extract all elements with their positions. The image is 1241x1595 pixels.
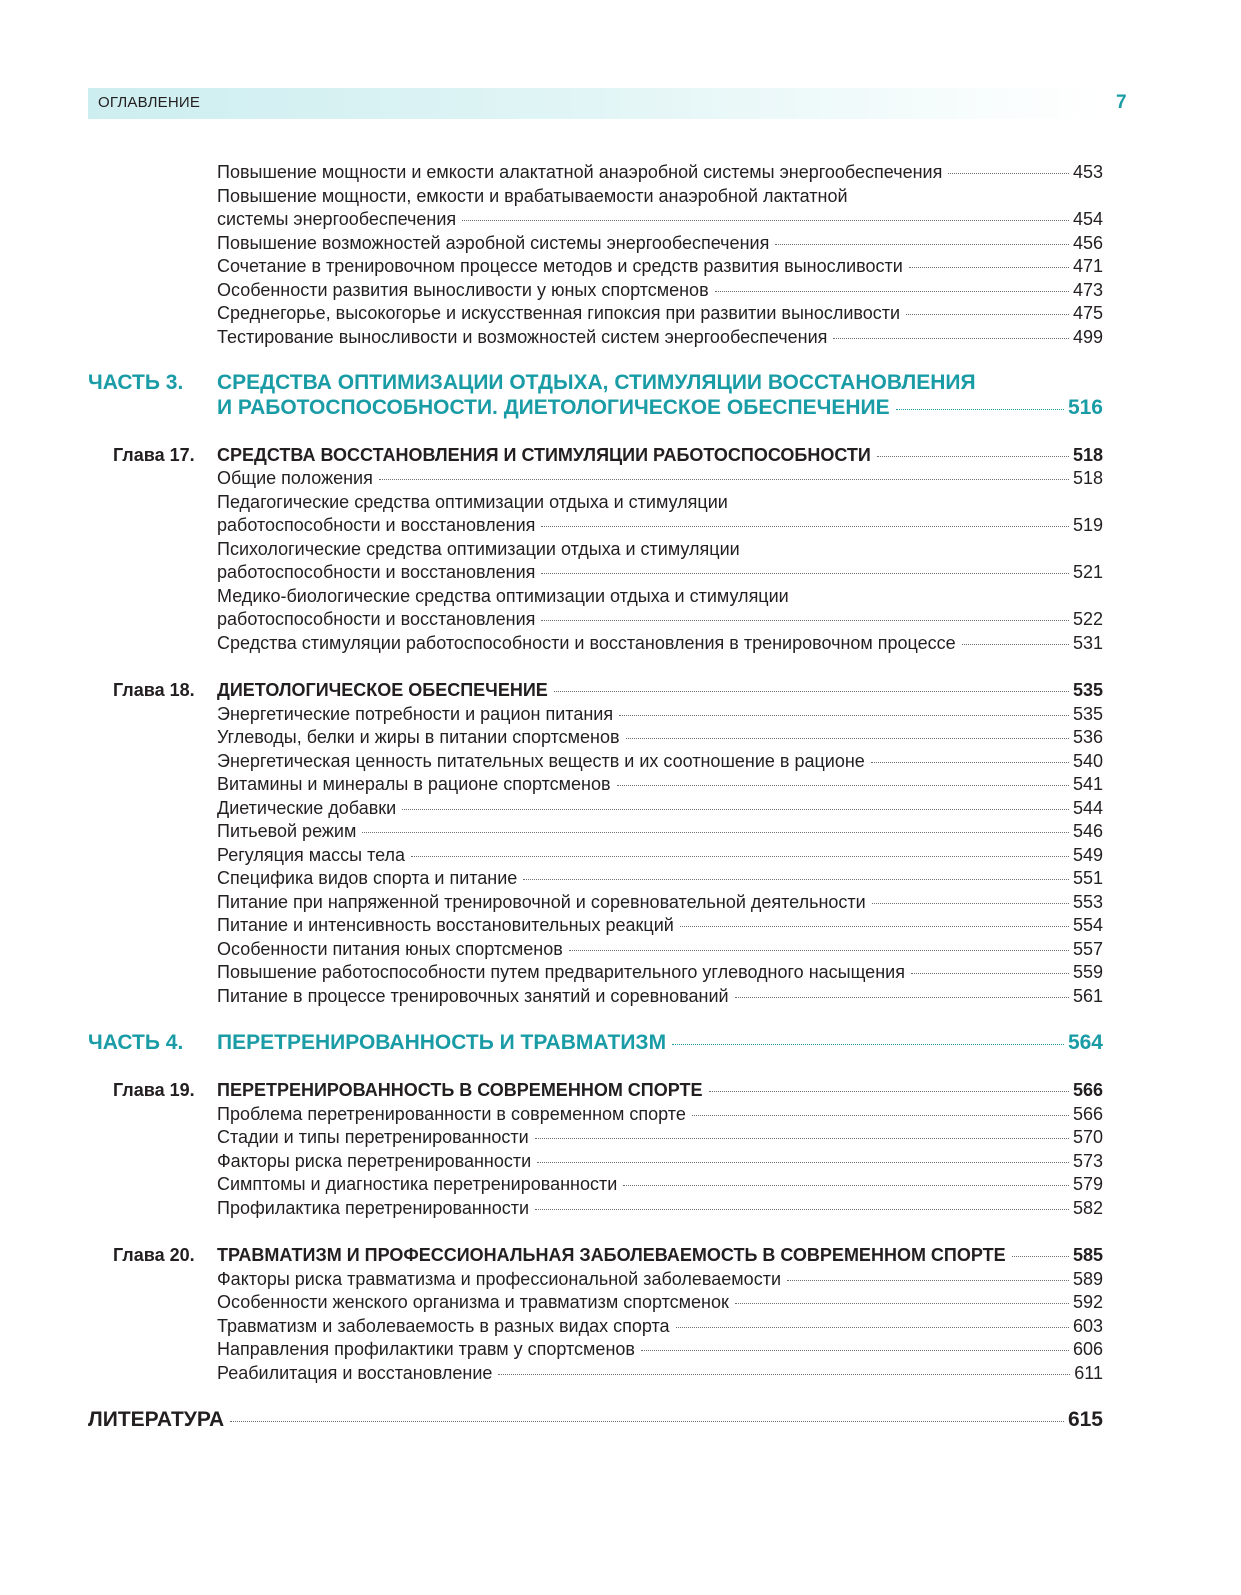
- dot-leader: [541, 619, 1069, 621]
- dot-leader: [871, 761, 1069, 763]
- dot-leader: [692, 1114, 1069, 1116]
- dot-leader: [569, 949, 1069, 951]
- toc-entry[interactable]: Особенности питания юных спортсменов 557: [217, 939, 1103, 959]
- dot-leader: [735, 996, 1069, 998]
- header-band: [88, 88, 1098, 119]
- part-number: ЧАСТЬ 3.: [88, 371, 184, 394]
- dot-leader: [833, 337, 1069, 339]
- dot-leader: [626, 737, 1069, 739]
- chapter-entry[interactable]: ДИЕТОЛОГИЧЕСКОЕ ОБЕСПЕЧЕНИЕ 535: [217, 680, 1103, 700]
- dot-leader: [962, 643, 1069, 645]
- chapter-entry[interactable]: ПЕРЕТРЕНИРОВАННОСТЬ В СОВРЕМЕННОМ СПОРТЕ 566: [217, 1080, 1103, 1100]
- dot-leader: [541, 572, 1069, 574]
- toc-entry[interactable]: Повышение работоспособности путем предварительного углеводного насыщения 559: [217, 962, 1103, 982]
- dot-leader: [402, 808, 1069, 810]
- chapter-number: Глава 19.: [113, 1080, 195, 1100]
- toc-entry[interactable]: Среднегорье, высокогорье и искусственная гипоксия при развитии выносливости 475: [217, 303, 1103, 323]
- dot-leader: [362, 831, 1069, 833]
- dot-leader: [676, 1326, 1069, 1328]
- toc-entry-line1: Педагогические средства оптимизации отдыха и стимуляции: [217, 492, 728, 512]
- dot-leader: [541, 525, 1069, 527]
- toc-entry-line1: Медико-биологические средства оптимизации отдыха и стимуляции: [217, 586, 789, 606]
- toc-entry[interactable]: Симптомы и диагностика перетренированности 579: [217, 1174, 1103, 1194]
- toc-entry[interactable]: Особенности развития выносливости у юных спортсменов 473: [217, 280, 1103, 300]
- dot-leader: [709, 1090, 1069, 1092]
- toc-entry[interactable]: Питьевой режим 546: [217, 821, 1103, 841]
- dot-leader: [554, 690, 1069, 692]
- toc-entry[interactable]: Питание и интенсивность восстановительных реакций 554: [217, 915, 1103, 935]
- toc-entry-line1: Повышение мощности, емкости и врабатываемости анаэробной лактатной: [217, 186, 848, 206]
- toc-entry[interactable]: Тестирование выносливости и возможностей систем энергообеспечения 499: [217, 327, 1103, 347]
- toc-entry[interactable]: Питание в процессе тренировочных занятий и соревнований 561: [217, 986, 1103, 1006]
- part-title-line1: СРЕДСТВА ОПТИМИЗАЦИИ ОТДЫХА, СТИМУЛЯЦИИ ВОССТАНОВЛЕНИЯ: [217, 371, 976, 394]
- toc-entry[interactable]: Средства стимуляции работоспособности и восстановления в тренировочном процессе 531: [217, 633, 1103, 653]
- literature-entry[interactable]: ЛИТЕРАТУРА 615: [88, 1408, 1103, 1431]
- dot-leader: [641, 1349, 1069, 1351]
- dot-leader: [523, 878, 1069, 880]
- dot-leader: [230, 1420, 1064, 1422]
- dot-leader: [672, 1043, 1064, 1045]
- toc-entry[interactable]: Факторы риска травматизма и профессиональной заболеваемости 589: [217, 1269, 1103, 1289]
- toc-entry[interactable]: Проблема перетренированности в современном спорте 566: [217, 1104, 1103, 1124]
- dot-leader: [619, 714, 1069, 716]
- dot-leader: [680, 925, 1069, 927]
- toc-entry[interactable]: работоспособности и восстановления 519: [217, 515, 1103, 535]
- dot-leader: [775, 243, 1069, 245]
- toc-entry[interactable]: Общие положения 518: [217, 468, 1103, 488]
- dot-leader: [535, 1137, 1069, 1139]
- toc-entry[interactable]: работоспособности и восстановления 521: [217, 562, 1103, 582]
- toc-entry[interactable]: Факторы риска перетренированности 573: [217, 1151, 1103, 1171]
- chapter-number: Глава 20.: [113, 1245, 195, 1265]
- toc-entry[interactable]: Стадии и типы перетренированности 570: [217, 1127, 1103, 1147]
- toc-entry[interactable]: Повышение мощности и емкости алактатной анаэробной системы энергообеспечения 453: [217, 162, 1103, 182]
- toc-entry[interactable]: Углеводы, белки и жиры в питании спортсменов 536: [217, 727, 1103, 747]
- dot-leader: [379, 478, 1069, 480]
- dot-leader: [877, 455, 1069, 457]
- chapter-entry[interactable]: СРЕДСТВА ВОССТАНОВЛЕНИЯ И СТИМУЛЯЦИИ РАБОТОСПОСОБНОСТИ 518: [217, 445, 1103, 465]
- toc-entry[interactable]: Специфика видов спорта и питание 551: [217, 868, 1103, 888]
- toc-entry-line1: Психологические средства оптимизации отдыха и стимуляции: [217, 539, 740, 559]
- page-number: 7: [1116, 92, 1127, 113]
- toc-entry[interactable]: Витамины и минералы в рационе спортсменов 541: [217, 774, 1103, 794]
- dot-leader: [623, 1184, 1069, 1186]
- dot-leader: [787, 1279, 1069, 1281]
- toc-entry[interactable]: Диетические добавки 544: [217, 798, 1103, 818]
- toc-entry[interactable]: Энергетические потребности и рацион питания 535: [217, 704, 1103, 724]
- toc-entry[interactable]: Травматизм и заболеваемость в разных видах спорта 603: [217, 1316, 1103, 1336]
- dot-leader: [909, 266, 1069, 268]
- dot-leader: [911, 972, 1069, 974]
- toc-entry[interactable]: Профилактика перетренированности 582: [217, 1198, 1103, 1218]
- dot-leader: [735, 1302, 1069, 1304]
- dot-leader: [906, 313, 1069, 315]
- running-header-title: ОГЛАВЛЕНИЕ: [98, 94, 201, 111]
- dot-leader: [462, 219, 1069, 221]
- toc-entry[interactable]: Энергетическая ценность питательных веществ и их соотношение в рационе 540: [217, 751, 1103, 771]
- chapter-number: Глава 18.: [113, 680, 195, 700]
- dot-leader: [535, 1208, 1069, 1210]
- part-entry[interactable]: И РАБОТОСПОСОБНОСТИ. ДИЕТОЛОГИЧЕСКОЕ ОБЕСПЕЧЕНИЕ 516: [217, 396, 1103, 419]
- part-entry[interactable]: ПЕРЕТРЕНИРОВАННОСТЬ И ТРАВМАТИЗМ 564: [217, 1031, 1103, 1054]
- dot-leader: [948, 172, 1069, 174]
- toc-entry[interactable]: Реабилитация и восстановление 611: [217, 1363, 1103, 1383]
- dot-leader: [1012, 1255, 1069, 1257]
- dot-leader: [896, 408, 1064, 410]
- dot-leader: [498, 1373, 1070, 1375]
- dot-leader: [537, 1161, 1069, 1163]
- chapter-entry[interactable]: ТРАВМАТИЗМ И ПРОФЕССИОНАЛЬНАЯ ЗАБОЛЕВАЕМОСТЬ В СОВРЕМЕННОМ СПОРТЕ 585: [217, 1245, 1103, 1265]
- toc-entry[interactable]: Регуляция массы тела 549: [217, 845, 1103, 865]
- chapter-number: Глава 17.: [113, 445, 195, 465]
- dot-leader: [411, 855, 1069, 857]
- toc-entry[interactable]: Повышение возможностей аэробной системы энергообеспечения 456: [217, 233, 1103, 253]
- toc-entry[interactable]: Особенности женского организма и травматизм спортсменок 592: [217, 1292, 1103, 1312]
- dot-leader: [715, 290, 1069, 292]
- toc-entry[interactable]: системы энергообеспечения 454: [217, 209, 1103, 229]
- part-number: ЧАСТЬ 4.: [88, 1031, 184, 1054]
- dot-leader: [617, 784, 1069, 786]
- toc-entry[interactable]: Направления профилактики травм у спортсменов 606: [217, 1339, 1103, 1359]
- toc-entry[interactable]: Сочетание в тренировочном процессе методов и средств развития выносливости 471: [217, 256, 1103, 276]
- toc-entry[interactable]: Питание при напряженной тренировочной и соревновательной деятельности 553: [217, 892, 1103, 912]
- toc-entry[interactable]: работоспособности и восстановления 522: [217, 609, 1103, 629]
- dot-leader: [872, 902, 1069, 904]
